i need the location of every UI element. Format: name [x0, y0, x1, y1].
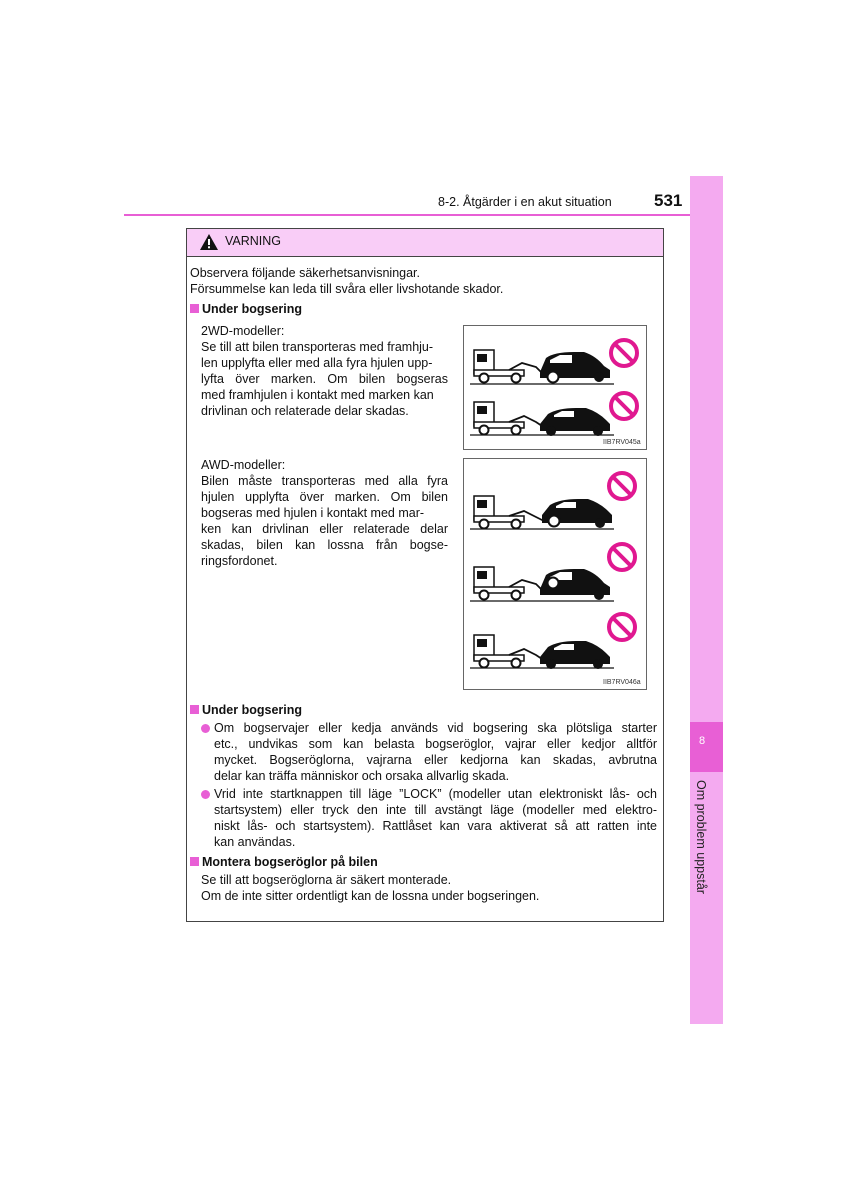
- round-bullet-icon: [201, 790, 210, 799]
- bullet2-line-2: startsystem) eller tryck den inte till avstängt läge (modeller med elektro-: [214, 803, 657, 817]
- square-bullet-icon: [190, 705, 199, 714]
- towing-illustration-2wd: [464, 326, 646, 449]
- awd-label: AWD-modeller:: [201, 458, 286, 472]
- twowd-line-5: drivlinan och relaterade delar skadas.: [201, 404, 409, 418]
- awd-line-2: hjulen upplyfta över marken. Om bilen: [201, 490, 448, 504]
- awd-line-5: skadas, bilen kan lossna från bogse-: [201, 538, 448, 552]
- bullet2-line-1: Vrid inte startknappen till läge ”LOCK” (modeller utan elektroniskt lås- och: [214, 787, 657, 801]
- bullet1-line-1: Om bogservajer eller kedja används vid bogsering ska plötsliga starter: [214, 721, 657, 735]
- figure-code-2: IIB7RV046a: [603, 679, 641, 686]
- figure-code-1: IIB7RV045a: [603, 439, 641, 446]
- bullet2-line-3: niskt lås- och startsystem). Rattlåset kan vara aktiverat så att ratten inte: [214, 819, 657, 833]
- awd-line-4: ken kan drivlinan eller relaterade delar: [201, 522, 448, 536]
- section-heading-towing-1: Under bogsering: [190, 301, 302, 317]
- section-title: 8-2. Åtgärder i en akut situation: [438, 195, 612, 209]
- awd-line-6: ringsfordonet.: [201, 554, 278, 568]
- tow-eyes-line-2: Om de inte sitter ordentligt kan de lossna under bogseringen.: [201, 889, 540, 903]
- towing-illustration-awd: [464, 459, 646, 689]
- header-rule: [124, 214, 690, 216]
- bullet1-line-2: etc., undvikas som kan belasta bogseröglor, vajrar eller kedjor alltför: [214, 737, 657, 751]
- section-heading-tow-eyes: Montera bogseröglor på bilen: [190, 854, 378, 870]
- twowd-line-2: len upplyfta eller med alla fyra hjulen upp-: [201, 356, 433, 370]
- towing-figure-2wd: [463, 325, 647, 450]
- towing-figure-awd: [463, 458, 647, 690]
- chapter-side-tab: [690, 176, 723, 1024]
- warning-triangle-icon: [199, 233, 219, 251]
- square-bullet-icon: [190, 304, 199, 313]
- chapter-number-tab: [690, 722, 723, 772]
- warning-header: [187, 229, 663, 257]
- warning-title: VARNING: [225, 234, 282, 248]
- round-bullet-icon: [201, 724, 210, 733]
- twowd-label: 2WD-modeller:: [201, 324, 285, 338]
- bullet1-line-4: delar kan träffa människor och orsaka allvarlig skada.: [214, 769, 510, 783]
- chapter-label: Om problem uppstår: [694, 780, 708, 894]
- intro-line-2: Försummelse kan leda till svåra eller livshotande skador.: [190, 282, 504, 296]
- twowd-line-1: Se till att bilen transporteras med framhju-: [201, 340, 434, 354]
- bullet2-line-4: kan användas.: [214, 835, 296, 849]
- bullet1-line-3: mycket. Bogseröglorna, vajrarna eller kedjorna kan skadas, avbrutna: [214, 753, 657, 767]
- square-bullet-icon: [190, 857, 199, 866]
- twowd-line-3: lyfta över marken. Om bilen bogseras: [201, 372, 448, 386]
- intro-line-1: Observera följande säkerhetsanvisningar.: [190, 266, 420, 280]
- tow-eyes-line-1: Se till att bogseröglorna är säkert monterade.: [201, 873, 452, 887]
- section-heading-towing-2: Under bogsering: [190, 702, 302, 718]
- chapter-number: 8: [699, 735, 706, 747]
- page-number: 531: [654, 191, 683, 210]
- awd-line-1: Bilen måste transporteras med alla fyra: [201, 474, 448, 488]
- twowd-line-4: med framhjulen i kontakt med marken kan: [201, 388, 434, 402]
- awd-line-3: bogseras med hjulen i kontakt med mar-: [201, 506, 425, 520]
